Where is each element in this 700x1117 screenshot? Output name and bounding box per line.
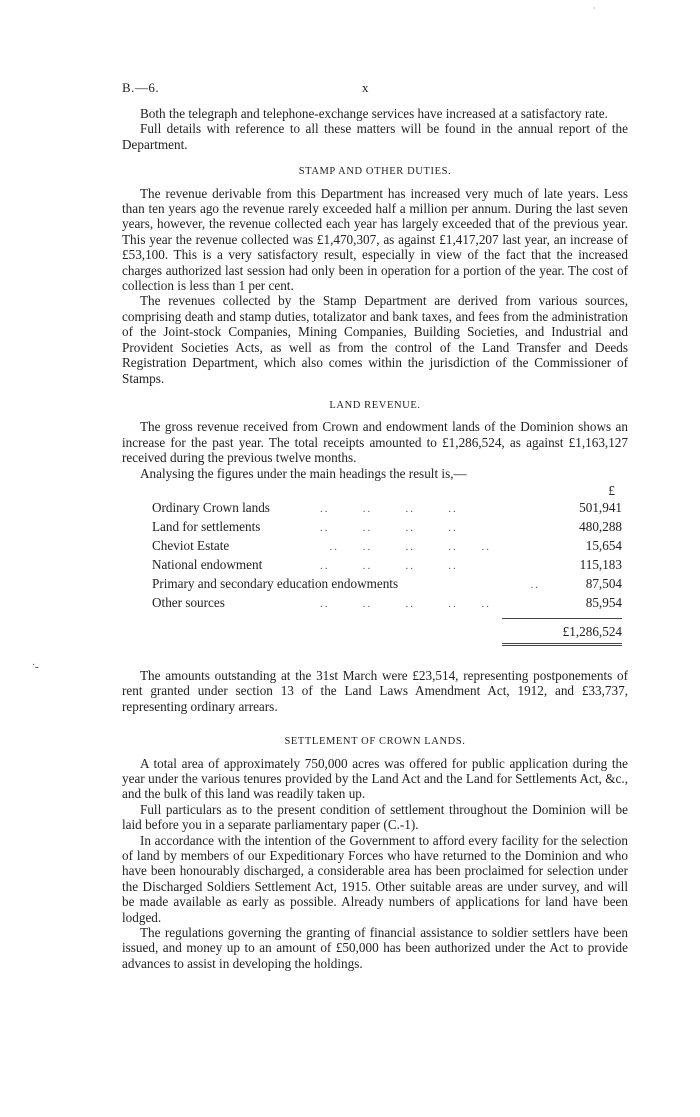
section-heading-stamp: STAMP AND OTHER DUTIES. [298, 166, 452, 178]
leader-dots: .. .. .. .. [320, 502, 458, 515]
page-number: x [362, 80, 369, 95]
leader-dots: .. .. .. .. .. [320, 540, 491, 553]
page-header [122, 80, 628, 98]
table-row [122, 595, 628, 614]
margin-mark: ·ـ [32, 660, 39, 671]
row-label: Primary and secondary education endowments [152, 575, 399, 591]
table-total: £1,286,524 [562, 623, 622, 639]
paragraph: The revenues collected by the Stamp Department are derived from various sources, comprising death and stamp duties, totalizator and bank taxes, and fees from the administration of the Joint-stock Companies, Mining Companies, Building Societies, and Industrial and Provident Societies Acts, as well as from the control of the Land Transfer and Deeds Registration Department, which also comes within the jurisdiction of the Commissioner of Stamps. [122, 293, 628, 386]
row-label: Other sources [152, 594, 225, 610]
currency-header: £ [608, 482, 615, 498]
row-label: Ordinary Crown lands [152, 499, 270, 515]
row-label: Cheviot Estate [152, 537, 230, 553]
paragraph: Full details with reference to all these matters will be found in the annual report of the Department. [122, 121, 628, 152]
paragraph: In accordance with the intention of the Government to afford every facility for the selection of land by members of our Expeditionary Forces who have returned to the Dominion and who have been honourably discharged, a considerable area has been proclaimed for selection under the Discharged Soldiers Settlement Act, 1915. Other suitable areas are under survey, and will be made available as early as possible. Already numbers of applications for land have been lodged. [122, 832, 628, 925]
row-value: 501,941 [579, 499, 622, 515]
paragraph: Full particulars as to the present condition of settlement throughout the Dominion will be laid before you in a separate parliamentary paper (C.-1). [122, 801, 628, 833]
paragraph: The revenue derivable from this Department has increased very much of late years. Less than ten years ago the revenue rarely exceeded half a million per annum. During the last seven years, however, the revenue collected each year has largely exceeded that of the previous year. This year the revenue collected was £1,470,307, as against £1,417,207 last year, an increase of £53,100. This is a very satisfactory result, especially in view of the fact that the increased charges authorized last session had only been in operation for a portion of the year. The cost of collection is less than 1 per cent. [122, 185, 628, 294]
page-body [122, 106, 628, 971]
table-row [122, 500, 628, 519]
section-heading-land: LAND REVENUE. [329, 399, 421, 411]
paragraph: The regulations governing the granting of financial assistance to soldier settlers have been issued, and money up to an amount of £50,000 has been authorized under the Act to provide advances to assist in developing the holdings. [122, 925, 628, 971]
paragraph: The gross revenue received from Crown and endowment lands of the Dominion shows an increase for the past year. The total receipts amounted to £1,286,524, as against £1,163,127 received during the previous twelve months. [122, 419, 628, 466]
section-heading-settlement: SETTLEMENT OF CROWN LANDS. [284, 736, 466, 748]
row-value: 115,183 [579, 556, 622, 572]
leader-dots: .. .. .. .. [320, 559, 458, 572]
paragraph: The amounts outstanding at the 31st March were £23,514, representing postponements of rent granted under section 13 of the Land Laws Amendment Act, 1912, and £33,737, representing ordinary arrears. [122, 667, 628, 714]
table-row [122, 557, 628, 576]
scan-mark: · [593, 4, 596, 13]
paragraph: Both the telegraph and telephone-exchange services have increased at a satisfactory rate. [140, 106, 608, 121]
row-label: Land for settlements [152, 518, 261, 534]
table-row [122, 576, 628, 595]
row-value: 480,288 [579, 518, 622, 534]
revenue-table [122, 483, 628, 646]
paragraph: Analysing the figures under the main headings the result is,— [140, 465, 467, 481]
row-label: National endowment [152, 556, 263, 572]
document-reference: B.—6. [122, 80, 160, 95]
paragraph: A total area of approximately 750,000 acres was offered for public application during the year under the various tenures provided by the Land Act and the Land for Settlements Act, &c., and the bulk of this land was readily taken up. [122, 755, 628, 802]
leader-dots: .. .. .. .. .. [320, 597, 491, 610]
leader-dots: .. .. .. .. [320, 521, 458, 534]
leader-dots: .. [530, 578, 540, 591]
row-value: 85,954 [585, 594, 622, 610]
table-row [122, 538, 628, 557]
row-value: 87,504 [585, 575, 622, 591]
table-row [122, 519, 628, 538]
row-value: 15,654 [585, 537, 622, 553]
